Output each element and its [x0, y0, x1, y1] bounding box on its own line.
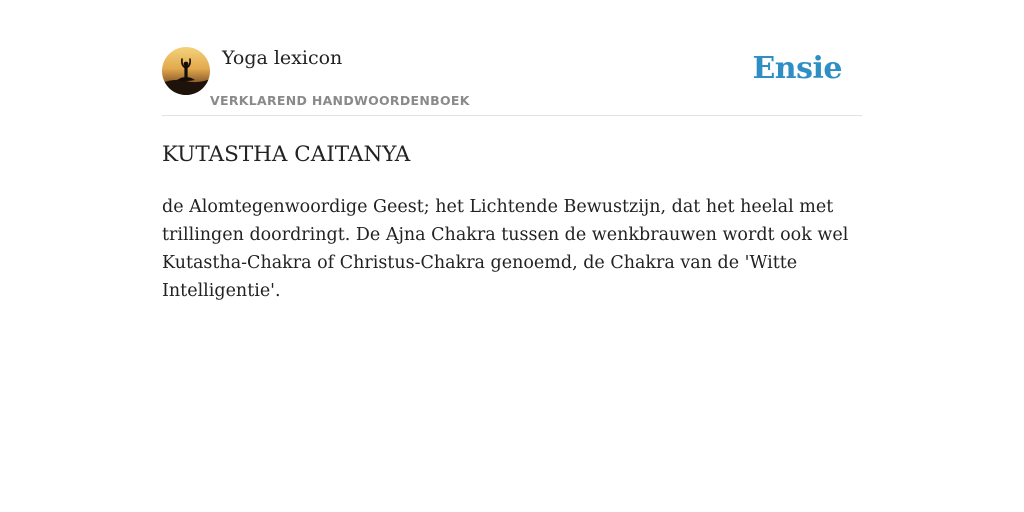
lexicon-avatar[interactable] — [162, 47, 210, 95]
yoga-meditation-icon — [162, 47, 210, 95]
site-title-link[interactable]: Yoga lexicon — [222, 47, 343, 69]
site-subtitle: VERKLAREND HANDWOORDENBOEK — [210, 93, 470, 108]
ensie-logo-link[interactable]: Ensie — [752, 51, 842, 86]
page-container — [162, 0, 862, 301]
entry-definition: de Alomtegenwoordige Geest; het Lichtende Bewustzijn, dat het heelal met trillingen doordringt. De Ajna Chakra tussen de wenkbrauwen wordt ook wel Kutastha-Chakra of Christus-Chakra genoemd, de Chakra van de 'Witte Intelligentie'. — [162, 197, 849, 301]
site-header — [162, 0, 862, 116]
entry-term-heading: KUTASTHA CAITANYA — [162, 142, 411, 167]
